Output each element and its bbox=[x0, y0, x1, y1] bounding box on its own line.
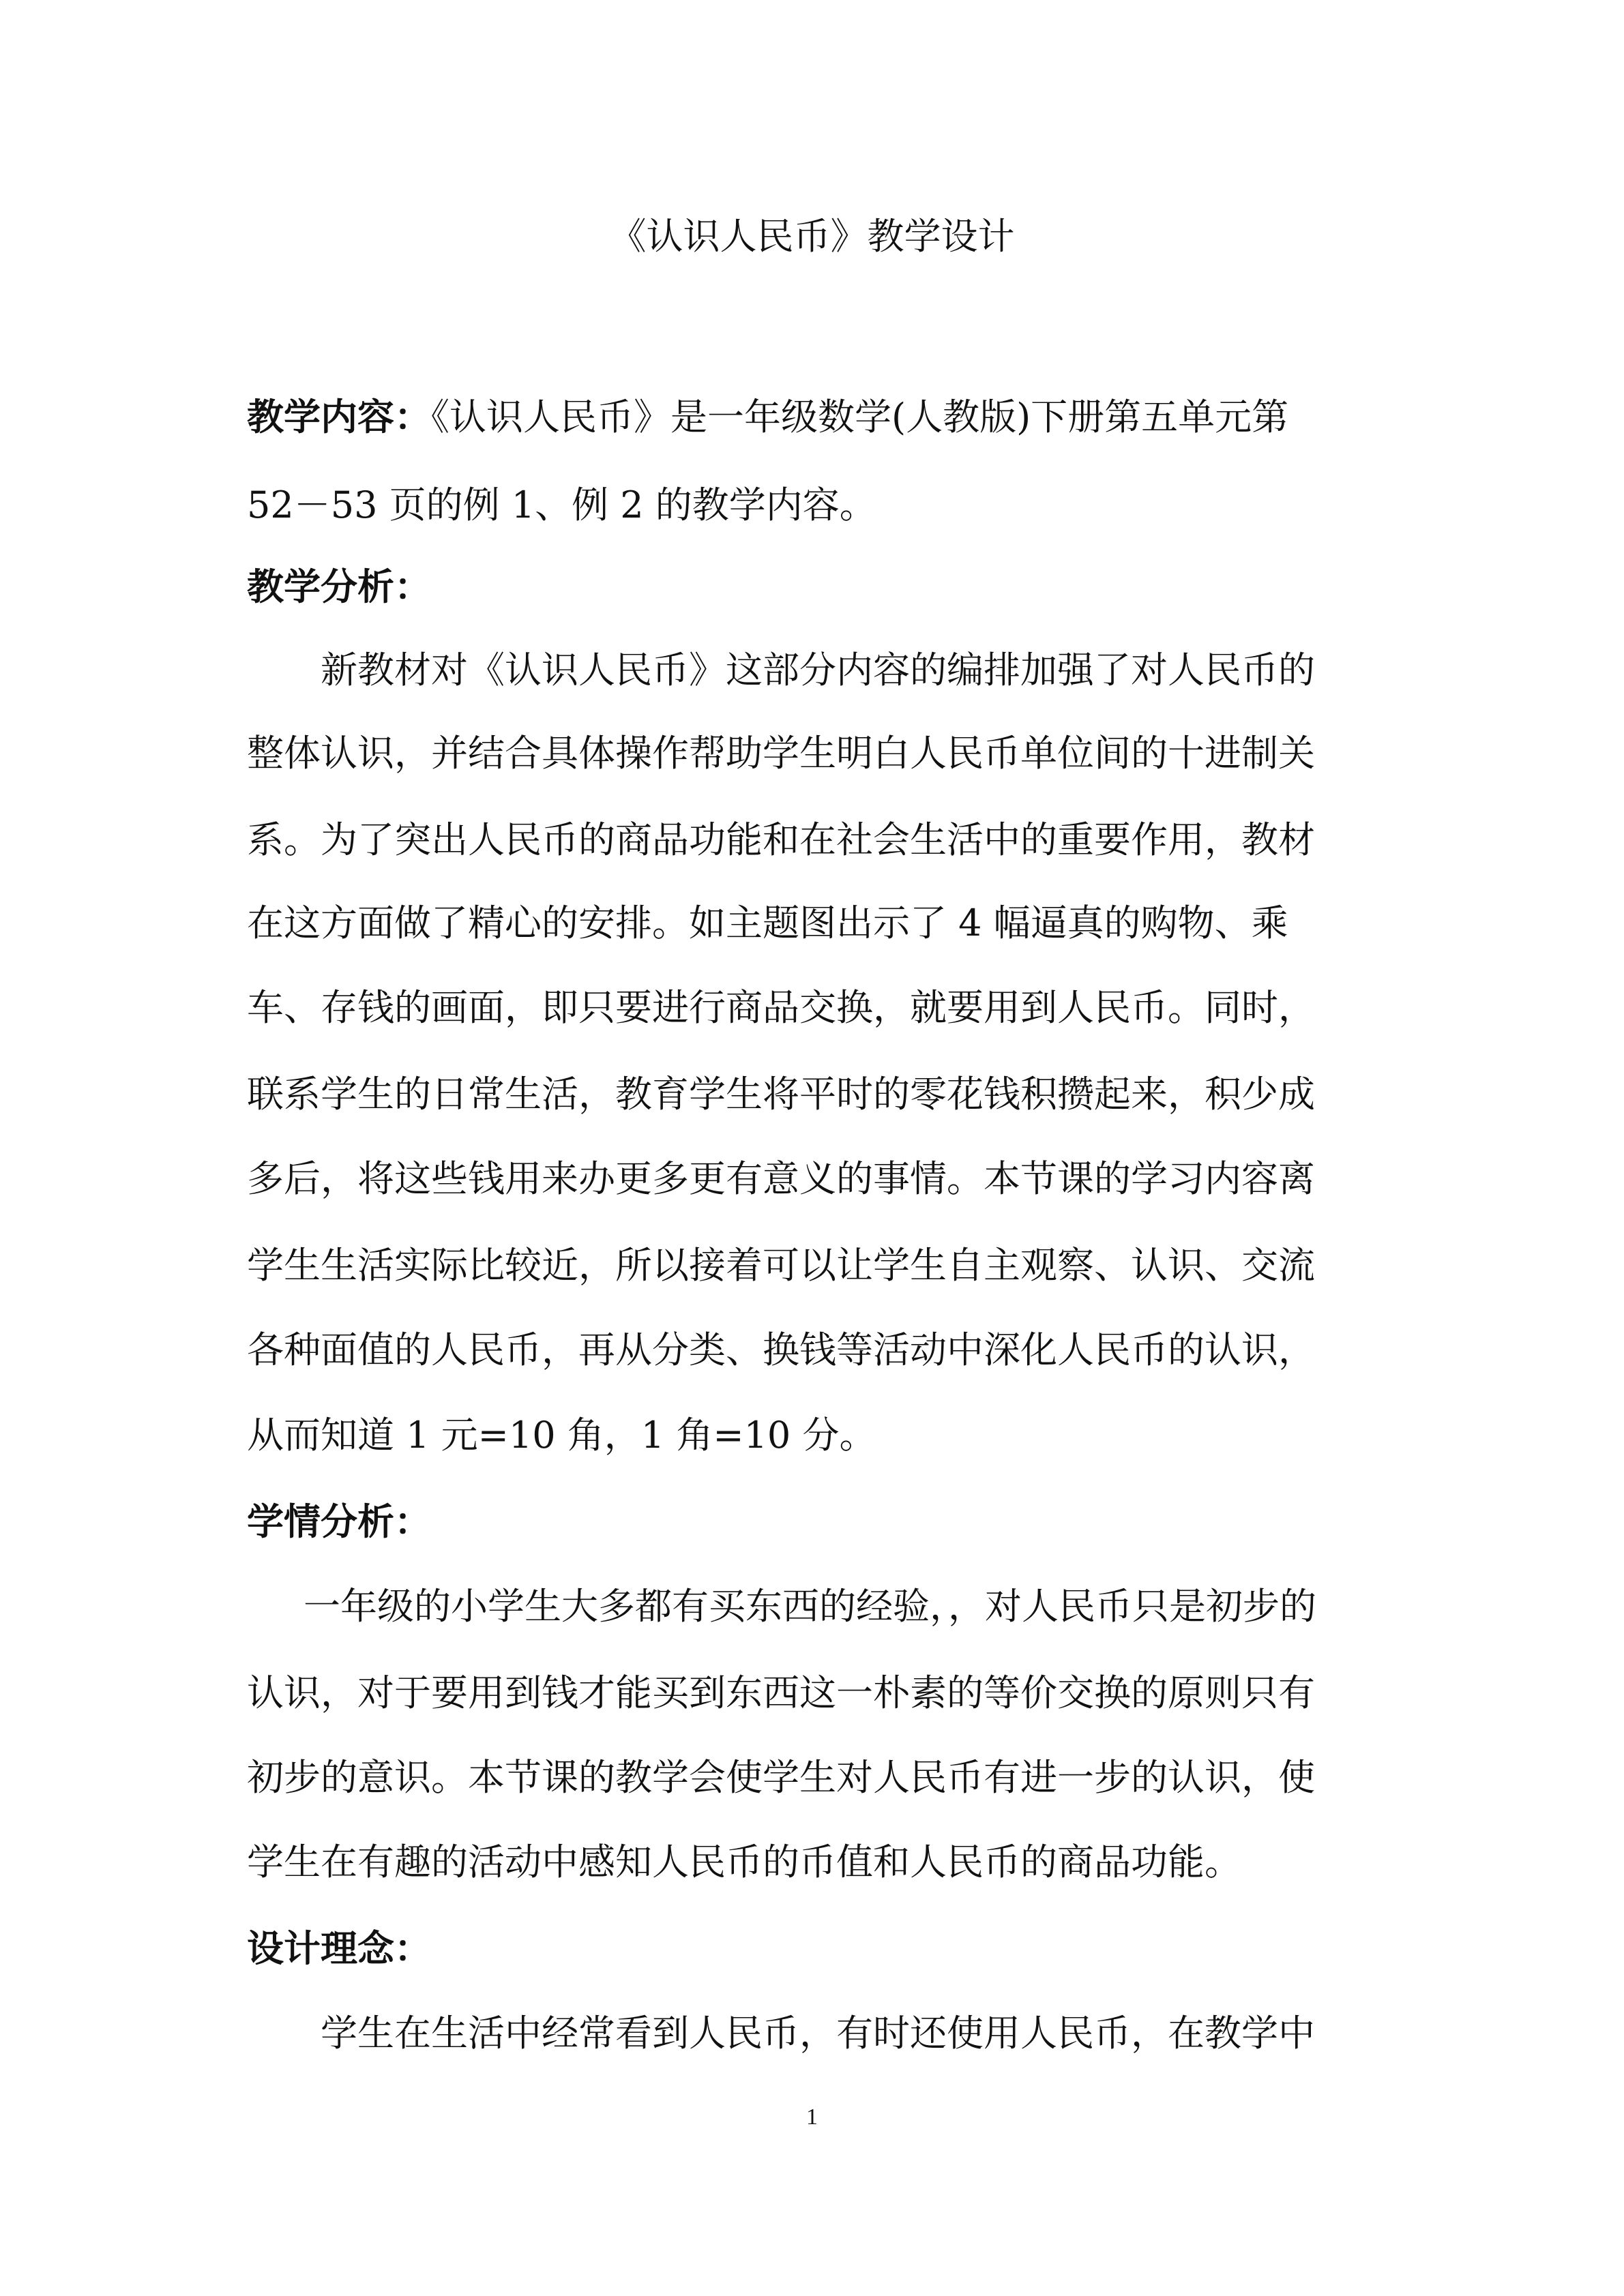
student-line: 学生在有趣的活动中感知人民币的币值和人民币的商品功能。 bbox=[247, 1840, 1241, 1883]
analysis-line: 多后，将这些钱用来办更多更有意义的事情。本节课的学习内容离 bbox=[247, 1157, 1315, 1200]
page-number: 1 bbox=[806, 2104, 818, 2130]
content-paragraph-line-1 bbox=[247, 393, 1393, 442]
analysis-line: 学生生活实际比较近，所以接着可以让学生自主观察、认识、交流 bbox=[247, 1244, 1315, 1287]
analysis-line: 新教材对《认识人民币》这部分内容的编排加强了对人民币的 bbox=[321, 648, 1315, 691]
analysis-line: 车、存钱的画面，即只要进行商品交换，就要用到人民币。同时， bbox=[247, 986, 1315, 1029]
student-line: 初步的意识。本节课的教学会使学生对人民币有进一步的认识，使 bbox=[247, 1756, 1315, 1799]
analysis-line: 在这方面做了精心的安排。如主题图出示了 4 幅逼真的购物、乘 bbox=[247, 901, 1288, 944]
design-line: 学生在生活中经常看到人民币，有时还使用人民币，在教学中 bbox=[321, 2012, 1315, 2055]
analysis-line: 系。为了突出人民币的商品功能和在社会生活中的重要作用，教材 bbox=[247, 818, 1315, 861]
content-paragraph-line-2: 52－53 页的例 1、例 2 的教学内容。 bbox=[247, 483, 876, 526]
analysis-line: 各种面值的人民币，再从分类、换钱等活动中深化人民币的认识， bbox=[247, 1328, 1315, 1371]
analysis-line: 联系学生的日常生活，教育学生将平时的零花钱积攒起来，积少成 bbox=[247, 1073, 1315, 1116]
section-heading-content: 教学内容： bbox=[247, 396, 431, 438]
section-heading-student: 学情分析： bbox=[247, 1500, 431, 1543]
content-text: 《认识人民币》是一年级数学(人教版)下册第五单元第 bbox=[431, 396, 1289, 438]
section-heading-design: 设计理念： bbox=[247, 1927, 431, 1970]
section-heading-analysis: 教学分析： bbox=[247, 565, 431, 608]
analysis-line: 从而知道 1 元=10 角，1 角=10 分。 bbox=[247, 1414, 876, 1457]
page-title: 《认识人民币》教学设计 bbox=[609, 215, 1015, 258]
analysis-line: 整体认识，并结合具体操作帮助学生明白人民币单位间的十进制关 bbox=[247, 732, 1315, 775]
student-line: 一年级的小学生大多都有买东西的经验，，对人民币只是初步的 bbox=[304, 1585, 1316, 1628]
student-line: 认识，对于要用到钱才能买到东西这一朴素的等价交换的原则只有 bbox=[247, 1671, 1315, 1714]
